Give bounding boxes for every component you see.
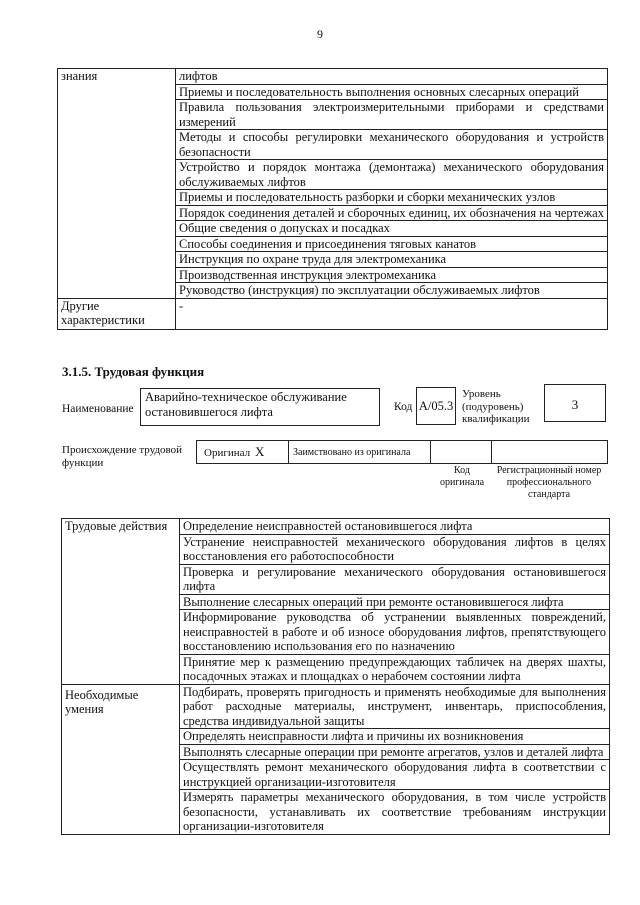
actions-table <box>61 518 610 835</box>
kod-orig-label: Код оригинала <box>439 465 485 488</box>
reg-label: Регистрационный номер профессионального стандарта <box>496 465 602 500</box>
original-label: Оригинал <box>204 447 251 459</box>
list-item: Осуществлять ремонт механического оборудования лифта в соответствии с инструкцией организации-изготовителя <box>180 760 610 790</box>
list-item: лифтов <box>176 69 608 85</box>
list-item: Подбирать, проверять пригодность и применять необходимые для выполнения работ расходные материалы, инструмент, инвентарь, приспособления, средства индивидуальной защиты <box>180 684 610 729</box>
origin-divider <box>288 441 289 463</box>
label-umeniya: Необходимые умения <box>62 684 180 834</box>
list-item: Порядок соединения деталей и сборочных единиц, их обозначения на чертежах <box>176 205 608 221</box>
table-row <box>62 519 610 535</box>
list-item: Определение неисправностей остановившегося лифта <box>180 519 610 535</box>
label-znaniya: знания <box>58 69 176 299</box>
table-row <box>58 69 608 85</box>
original-mark: X <box>255 444 265 459</box>
label-drugie: Другие характеристики <box>58 298 176 329</box>
list-item: Измерять параметры механического оборудования, в том числе устройств безопасности, устанавливать их соответствие требованиям инструкции организации-изготовителя <box>180 790 610 835</box>
table-row <box>58 298 608 329</box>
section-heading: 3.1.5. Трудовая функция <box>62 364 205 379</box>
knowledge-table <box>57 68 608 330</box>
list-item: Инструкция по охране труда для электромеханика <box>176 252 608 268</box>
kod-value: A/05.3 <box>416 387 456 425</box>
naim-label: Наименование <box>62 403 134 415</box>
uroven-value: 3 <box>544 384 606 422</box>
naim-value: Аварийно-техническое обслуживание остановившегося лифта <box>140 388 380 426</box>
origin-box <box>196 440 608 464</box>
table-row <box>62 684 610 729</box>
list-item: Выполнять слесарные операции при ремонте агрегатов, узлов и деталей лифта <box>180 744 610 760</box>
list-item: Производственная инструкция электромеханика <box>176 267 608 283</box>
proiskh-label: Происхождение трудовой функции <box>62 444 183 469</box>
zaimstv-label: Заимствовано из оригинала <box>293 447 411 458</box>
list-item: Устранение неисправностей механического оборудования лифтов в целях восстановления его работоспособности <box>180 534 610 564</box>
list-item: Информирование руководства об устранении выявленных повреждений, неисправностей в работе и об износе оборудования лифтов, препятствующего восстановлению использования его по назначению <box>180 610 610 655</box>
list-item: Определять неисправности лифта и причины их возникновения <box>180 729 610 745</box>
list-item: Принятие мер к размещению предупреждающих табличек на дверях шахты, посадочных этажах и площадках о нерабочем состоянии лифта <box>180 654 610 684</box>
list-item: Устройство и порядок монтажа (демонтажа) механического оборудования обслуживаемых лифтов <box>176 160 608 190</box>
uroven-label: Уровень (подуровень) квалификации <box>462 388 530 425</box>
list-item: Приемы и последовательность разборки и сборки механических узлов <box>176 190 608 206</box>
list-item: Проверка и регулирование механического оборудования остановившегося лифта <box>180 564 610 594</box>
list-item: Методы и способы регулировки механического оборудования и устройств безопасности <box>176 130 608 160</box>
list-item: Выполнение слесарных операций при ремонте остановившегося лифта <box>180 594 610 610</box>
drugie-value: - <box>176 298 608 329</box>
kod-label: Код <box>394 401 413 413</box>
list-item: Общие сведения о допусках и посадках <box>176 221 608 237</box>
list-item: Руководство (инструкция) по эксплуатации обслуживаемых лифтов <box>176 283 608 299</box>
page-number: 9 <box>317 27 323 41</box>
origin-divider <box>430 441 431 463</box>
list-item: Способы соединения и присоединения тяговых канатов <box>176 236 608 252</box>
label-deystviya: Трудовые действия <box>62 519 180 685</box>
list-item: Правила пользования электроизмерительными приборами и средствами измерений <box>176 100 608 130</box>
list-item: Приемы и последовательность выполнения основных слесарных операций <box>176 84 608 100</box>
origin-divider <box>491 441 492 463</box>
